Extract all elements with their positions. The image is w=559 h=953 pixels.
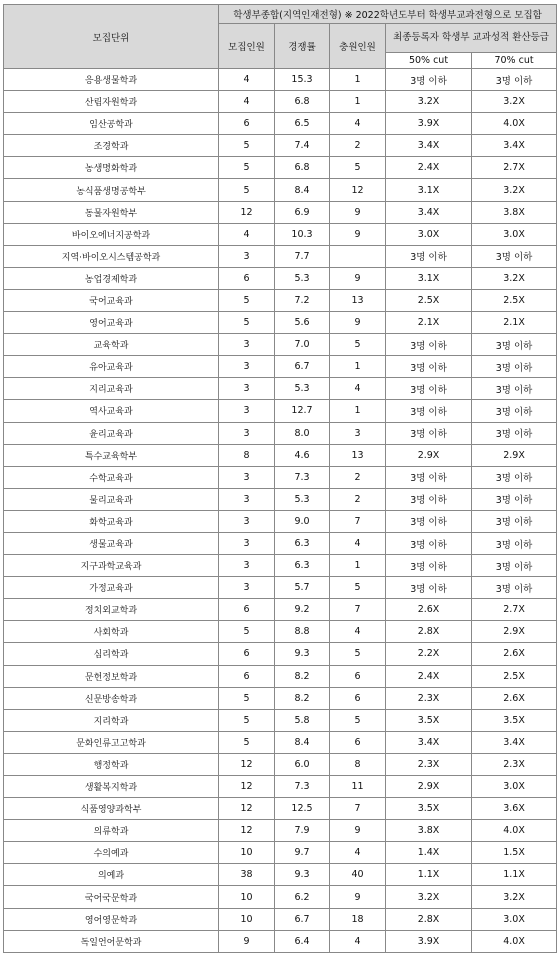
cell-ratio: 6.8 xyxy=(275,157,330,179)
cell-extra: 1 xyxy=(330,555,386,577)
cell-unit: 심리학과 xyxy=(4,643,219,665)
cell-cut50: 3.5X xyxy=(386,798,472,820)
cell-quota: 3 xyxy=(219,245,275,267)
cell-ratio: 8.8 xyxy=(275,621,330,643)
table-row xyxy=(4,69,557,91)
cell-extra xyxy=(330,245,386,267)
cell-quota: 5 xyxy=(219,687,275,709)
cell-cut70: 1.5X xyxy=(472,842,557,864)
table-row xyxy=(4,555,557,577)
cell-cut50: 3명 이하 xyxy=(386,334,472,356)
cell-cut50: 3.9X xyxy=(386,113,472,135)
cell-cut70: 2.9X xyxy=(472,444,557,466)
cell-unit: 영어영문학과 xyxy=(4,908,219,930)
table-row xyxy=(4,444,557,466)
cell-ratio: 6.3 xyxy=(275,555,330,577)
cell-ratio: 7.7 xyxy=(275,245,330,267)
table-row xyxy=(4,665,557,687)
cell-cut50: 2.6X xyxy=(386,599,472,621)
cell-quota: 3 xyxy=(219,400,275,422)
cell-ratio: 7.4 xyxy=(275,135,330,157)
header-grade: 최종등록자 학생부 교과성적 환산등급 xyxy=(386,24,557,53)
table-row xyxy=(4,886,557,908)
cell-ratio: 9.7 xyxy=(275,842,330,864)
cell-quota: 5 xyxy=(219,179,275,201)
cell-cut70: 3.8X xyxy=(472,201,557,223)
cell-cut50: 3명 이하 xyxy=(386,510,472,532)
cell-cut70: 3명 이하 xyxy=(472,510,557,532)
header-cut50: 50% cut xyxy=(386,53,472,69)
cell-ratio: 6.3 xyxy=(275,532,330,554)
cell-cut70: 2.5X xyxy=(472,665,557,687)
table-row xyxy=(4,643,557,665)
cell-cut70: 4.0X xyxy=(472,113,557,135)
cell-ratio: 7.2 xyxy=(275,289,330,311)
cell-unit: 수학교육과 xyxy=(4,466,219,488)
cell-quota: 6 xyxy=(219,267,275,289)
table-row xyxy=(4,532,557,554)
cell-quota: 12 xyxy=(219,798,275,820)
cell-cut70: 3명 이하 xyxy=(472,422,557,444)
cell-cut50: 2.9X xyxy=(386,776,472,798)
cell-extra: 1 xyxy=(330,356,386,378)
cell-cut50: 3.0X xyxy=(386,223,472,245)
cell-quota: 8 xyxy=(219,444,275,466)
cell-cut70: 3.0X xyxy=(472,223,557,245)
header-extra: 충원인원 xyxy=(330,24,386,69)
cell-ratio: 8.2 xyxy=(275,687,330,709)
cell-ratio: 5.8 xyxy=(275,709,330,731)
cell-extra: 4 xyxy=(330,621,386,643)
cell-cut70: 3.2X xyxy=(472,267,557,289)
cell-quota: 10 xyxy=(219,886,275,908)
table-row xyxy=(4,179,557,201)
cell-ratio: 5.3 xyxy=(275,378,330,400)
cell-cut70: 3.2X xyxy=(472,886,557,908)
cell-extra: 2 xyxy=(330,488,386,510)
cell-extra: 8 xyxy=(330,753,386,775)
cell-extra: 1 xyxy=(330,91,386,113)
cell-cut70: 3.2X xyxy=(472,179,557,201)
cell-unit: 동물자원학부 xyxy=(4,201,219,223)
cell-extra: 9 xyxy=(330,267,386,289)
cell-cut70: 1.1X xyxy=(472,864,557,886)
header-cut70: 70% cut xyxy=(472,53,557,69)
cell-ratio: 8.4 xyxy=(275,179,330,201)
cell-extra: 9 xyxy=(330,201,386,223)
cell-quota: 3 xyxy=(219,577,275,599)
cell-unit: 농식품생명공학부 xyxy=(4,179,219,201)
table-row xyxy=(4,864,557,886)
cell-cut70: 3명 이하 xyxy=(472,356,557,378)
header-unit: 모집단위 xyxy=(4,5,219,69)
cell-unit: 농생명화학과 xyxy=(4,157,219,179)
cell-ratio: 5.3 xyxy=(275,267,330,289)
table-row xyxy=(4,753,557,775)
table-row xyxy=(4,510,557,532)
table-row xyxy=(4,842,557,864)
cell-cut50: 2.3X xyxy=(386,753,472,775)
cell-cut50: 3명 이하 xyxy=(386,488,472,510)
cell-quota: 3 xyxy=(219,466,275,488)
cell-ratio: 8.4 xyxy=(275,731,330,753)
table-row xyxy=(4,488,557,510)
cell-cut50: 3.9X xyxy=(386,930,472,952)
cell-extra: 13 xyxy=(330,289,386,311)
cell-extra: 6 xyxy=(330,731,386,753)
table-row xyxy=(4,356,557,378)
cell-unit: 국어교육과 xyxy=(4,289,219,311)
table-row xyxy=(4,599,557,621)
cell-unit: 바이오에너지공학과 xyxy=(4,223,219,245)
cell-quota: 38 xyxy=(219,864,275,886)
table-row xyxy=(4,400,557,422)
cell-quota: 3 xyxy=(219,422,275,444)
cell-ratio: 6.8 xyxy=(275,91,330,113)
cell-quota: 6 xyxy=(219,599,275,621)
cell-ratio: 9.3 xyxy=(275,864,330,886)
cell-cut50: 3명 이하 xyxy=(386,356,472,378)
cell-extra: 7 xyxy=(330,510,386,532)
cell-ratio: 5.3 xyxy=(275,488,330,510)
cell-extra: 9 xyxy=(330,820,386,842)
cell-ratio: 7.3 xyxy=(275,466,330,488)
cell-extra: 3 xyxy=(330,422,386,444)
cell-unit: 수의예과 xyxy=(4,842,219,864)
cell-quota: 4 xyxy=(219,223,275,245)
cell-cut70: 3.0X xyxy=(472,908,557,930)
cell-quota: 5 xyxy=(219,135,275,157)
cell-ratio: 8.2 xyxy=(275,665,330,687)
cell-cut70: 3.2X xyxy=(472,91,557,113)
cell-unit: 독일언어문학과 xyxy=(4,930,219,952)
cell-ratio: 6.2 xyxy=(275,886,330,908)
table-row xyxy=(4,930,557,952)
table-row xyxy=(4,91,557,113)
cell-unit: 문헌정보학과 xyxy=(4,665,219,687)
cell-cut50: 2.2X xyxy=(386,643,472,665)
cell-ratio: 6.5 xyxy=(275,113,330,135)
cell-cut70: 3.6X xyxy=(472,798,557,820)
cell-extra: 5 xyxy=(330,709,386,731)
cell-quota: 4 xyxy=(219,91,275,113)
cell-cut50: 3명 이하 xyxy=(386,532,472,554)
cell-quota: 3 xyxy=(219,532,275,554)
cell-quota: 6 xyxy=(219,113,275,135)
admissions-table xyxy=(3,4,557,953)
cell-cut70: 3.4X xyxy=(472,731,557,753)
cell-cut70: 3명 이하 xyxy=(472,378,557,400)
cell-cut50: 2.5X xyxy=(386,289,472,311)
cell-unit: 행정학과 xyxy=(4,753,219,775)
table-row xyxy=(4,223,557,245)
cell-cut50: 1.1X xyxy=(386,864,472,886)
table-row xyxy=(4,577,557,599)
table-row xyxy=(4,731,557,753)
cell-quota: 3 xyxy=(219,378,275,400)
cell-unit: 지역·바이오시스템공학과 xyxy=(4,245,219,267)
cell-ratio: 9.3 xyxy=(275,643,330,665)
cell-quota: 3 xyxy=(219,510,275,532)
cell-quota: 3 xyxy=(219,334,275,356)
cell-cut70: 4.0X xyxy=(472,820,557,842)
cell-cut70: 3명 이하 xyxy=(472,555,557,577)
cell-cut50: 3명 이하 xyxy=(386,422,472,444)
cell-cut50: 2.4X xyxy=(386,665,472,687)
table-row xyxy=(4,466,557,488)
cell-cut70: 3명 이하 xyxy=(472,532,557,554)
cell-extra: 5 xyxy=(330,334,386,356)
cell-extra: 2 xyxy=(330,135,386,157)
cell-extra: 6 xyxy=(330,687,386,709)
cell-quota: 5 xyxy=(219,709,275,731)
cell-extra: 7 xyxy=(330,798,386,820)
cell-ratio: 15.3 xyxy=(275,69,330,91)
cell-ratio: 9.0 xyxy=(275,510,330,532)
cell-quota: 4 xyxy=(219,69,275,91)
table-row xyxy=(4,687,557,709)
cell-extra: 7 xyxy=(330,599,386,621)
cell-extra: 4 xyxy=(330,842,386,864)
cell-unit: 산림자원학과 xyxy=(4,91,219,113)
table-row xyxy=(4,245,557,267)
cell-extra: 4 xyxy=(330,532,386,554)
cell-cut50: 3명 이하 xyxy=(386,466,472,488)
cell-cut70: 3.4X xyxy=(472,135,557,157)
cell-extra: 4 xyxy=(330,930,386,952)
cell-quota: 10 xyxy=(219,908,275,930)
table-row xyxy=(4,334,557,356)
cell-cut70: 2.5X xyxy=(472,289,557,311)
cell-extra: 18 xyxy=(330,908,386,930)
cell-unit: 특수교육학부 xyxy=(4,444,219,466)
table-row xyxy=(4,908,557,930)
cell-unit: 교육학과 xyxy=(4,334,219,356)
table-row xyxy=(4,157,557,179)
cell-unit: 가정교육과 xyxy=(4,577,219,599)
cell-quota: 3 xyxy=(219,488,275,510)
cell-cut70: 2.1X xyxy=(472,312,557,334)
cell-cut70: 2.6X xyxy=(472,687,557,709)
cell-extra: 5 xyxy=(330,577,386,599)
cell-unit: 응용생물학과 xyxy=(4,69,219,91)
cell-ratio: 6.9 xyxy=(275,201,330,223)
cell-cut70: 3명 이하 xyxy=(472,69,557,91)
cell-quota: 12 xyxy=(219,201,275,223)
cell-cut50: 3명 이하 xyxy=(386,555,472,577)
cell-quota: 6 xyxy=(219,643,275,665)
cell-extra: 1 xyxy=(330,69,386,91)
cell-unit: 지구과학교육과 xyxy=(4,555,219,577)
cell-ratio: 7.9 xyxy=(275,820,330,842)
cell-cut70: 3명 이하 xyxy=(472,334,557,356)
cell-extra: 12 xyxy=(330,179,386,201)
cell-quota: 5 xyxy=(219,621,275,643)
cell-unit: 의류학과 xyxy=(4,820,219,842)
cell-cut50: 2.8X xyxy=(386,908,472,930)
cell-extra: 4 xyxy=(330,378,386,400)
cell-quota: 5 xyxy=(219,312,275,334)
cell-ratio: 6.0 xyxy=(275,753,330,775)
cell-ratio: 12.5 xyxy=(275,798,330,820)
cell-cut70: 2.7X xyxy=(472,157,557,179)
table-row xyxy=(4,267,557,289)
cell-cut50: 3.4X xyxy=(386,731,472,753)
cell-cut50: 2.8X xyxy=(386,621,472,643)
cell-extra: 5 xyxy=(330,643,386,665)
cell-quota: 5 xyxy=(219,731,275,753)
cell-cut50: 3.4X xyxy=(386,135,472,157)
cell-cut70: 2.6X xyxy=(472,643,557,665)
cell-cut50: 2.4X xyxy=(386,157,472,179)
table-row xyxy=(4,289,557,311)
cell-quota: 3 xyxy=(219,356,275,378)
cell-unit: 유아교육과 xyxy=(4,356,219,378)
cell-cut50: 3명 이하 xyxy=(386,69,472,91)
cell-extra: 9 xyxy=(330,223,386,245)
cell-cut70: 3명 이하 xyxy=(472,400,557,422)
cell-ratio: 7.3 xyxy=(275,776,330,798)
cell-cut50: 3.1X xyxy=(386,267,472,289)
cell-cut70: 2.7X xyxy=(472,599,557,621)
cell-unit: 지리학과 xyxy=(4,709,219,731)
cell-quota: 3 xyxy=(219,555,275,577)
table-row xyxy=(4,201,557,223)
cell-unit: 지리교육과 xyxy=(4,378,219,400)
cell-unit: 국어국문학과 xyxy=(4,886,219,908)
cell-unit: 윤리교육과 xyxy=(4,422,219,444)
cell-unit: 역사교육과 xyxy=(4,400,219,422)
cell-quota: 9 xyxy=(219,930,275,952)
cell-cut50: 3명 이하 xyxy=(386,577,472,599)
cell-unit: 생물교육과 xyxy=(4,532,219,554)
cell-ratio: 10.3 xyxy=(275,223,330,245)
cell-unit: 물리교육과 xyxy=(4,488,219,510)
cell-cut70: 2.9X xyxy=(472,621,557,643)
cell-unit: 문화인류고고학과 xyxy=(4,731,219,753)
cell-cut70: 3명 이하 xyxy=(472,577,557,599)
cell-extra: 9 xyxy=(330,886,386,908)
cell-extra: 1 xyxy=(330,400,386,422)
cell-ratio: 6.4 xyxy=(275,930,330,952)
cell-unit: 영어교육과 xyxy=(4,312,219,334)
cell-cut50: 2.3X xyxy=(386,687,472,709)
table-row xyxy=(4,709,557,731)
table-row xyxy=(4,312,557,334)
cell-ratio: 6.7 xyxy=(275,356,330,378)
cell-extra: 6 xyxy=(330,665,386,687)
cell-cut70: 3.5X xyxy=(472,709,557,731)
cell-unit: 농업경제학과 xyxy=(4,267,219,289)
cell-cut50: 3.1X xyxy=(386,179,472,201)
table-row xyxy=(4,776,557,798)
cell-unit: 생활복지학과 xyxy=(4,776,219,798)
header-ratio: 경쟁률 xyxy=(275,24,330,69)
cell-quota: 6 xyxy=(219,665,275,687)
table-row xyxy=(4,621,557,643)
cell-extra: 11 xyxy=(330,776,386,798)
cell-unit: 조경학과 xyxy=(4,135,219,157)
cell-cut50: 3명 이하 xyxy=(386,245,472,267)
cell-unit: 임산공학과 xyxy=(4,113,219,135)
cell-ratio: 8.0 xyxy=(275,422,330,444)
cell-cut50: 3.2X xyxy=(386,91,472,113)
cell-quota: 10 xyxy=(219,842,275,864)
cell-quota: 12 xyxy=(219,776,275,798)
cell-ratio: 9.2 xyxy=(275,599,330,621)
cell-extra: 5 xyxy=(330,157,386,179)
cell-cut50: 3.4X xyxy=(386,201,472,223)
table-row xyxy=(4,135,557,157)
cell-cut50: 2.9X xyxy=(386,444,472,466)
cell-cut50: 3명 이하 xyxy=(386,378,472,400)
cell-ratio: 5.6 xyxy=(275,312,330,334)
cell-ratio: 4.6 xyxy=(275,444,330,466)
cell-unit: 사회학과 xyxy=(4,621,219,643)
cell-unit: 화학교육과 xyxy=(4,510,219,532)
cell-cut70: 3명 이하 xyxy=(472,466,557,488)
cell-cut70: 4.0X xyxy=(472,930,557,952)
cell-quota: 5 xyxy=(219,157,275,179)
header-group: 학생부종합(지역인재전형) ※ 2022학년도부터 학생부교과전형으로 모집함 xyxy=(219,5,557,24)
cell-cut70: 3명 이하 xyxy=(472,245,557,267)
cell-cut50: 1.4X xyxy=(386,842,472,864)
cell-extra: 13 xyxy=(330,444,386,466)
cell-extra: 9 xyxy=(330,312,386,334)
table-row xyxy=(4,113,557,135)
cell-ratio: 7.0 xyxy=(275,334,330,356)
cell-extra: 2 xyxy=(330,466,386,488)
cell-quota: 12 xyxy=(219,753,275,775)
cell-ratio: 12.7 xyxy=(275,400,330,422)
cell-quota: 12 xyxy=(219,820,275,842)
cell-extra: 4 xyxy=(330,113,386,135)
table-row xyxy=(4,820,557,842)
cell-extra: 40 xyxy=(330,864,386,886)
cell-unit: 정치외교학과 xyxy=(4,599,219,621)
table-container xyxy=(3,4,557,953)
cell-cut70: 3.0X xyxy=(472,776,557,798)
cell-cut50: 3명 이하 xyxy=(386,400,472,422)
cell-unit: 식품영양과학부 xyxy=(4,798,219,820)
header-quota: 모집인원 xyxy=(219,24,275,69)
cell-cut50: 2.1X xyxy=(386,312,472,334)
table-row xyxy=(4,798,557,820)
cell-cut50: 3.2X xyxy=(386,886,472,908)
table-body xyxy=(4,69,557,953)
cell-cut70: 3명 이하 xyxy=(472,488,557,510)
cell-unit: 의예과 xyxy=(4,864,219,886)
cell-cut50: 3.8X xyxy=(386,820,472,842)
cell-quota: 5 xyxy=(219,289,275,311)
table-row xyxy=(4,422,557,444)
table-row xyxy=(4,378,557,400)
cell-ratio: 5.7 xyxy=(275,577,330,599)
cell-unit: 신문방송학과 xyxy=(4,687,219,709)
cell-ratio: 6.7 xyxy=(275,908,330,930)
cell-cut50: 3.5X xyxy=(386,709,472,731)
cell-cut70: 2.3X xyxy=(472,753,557,775)
